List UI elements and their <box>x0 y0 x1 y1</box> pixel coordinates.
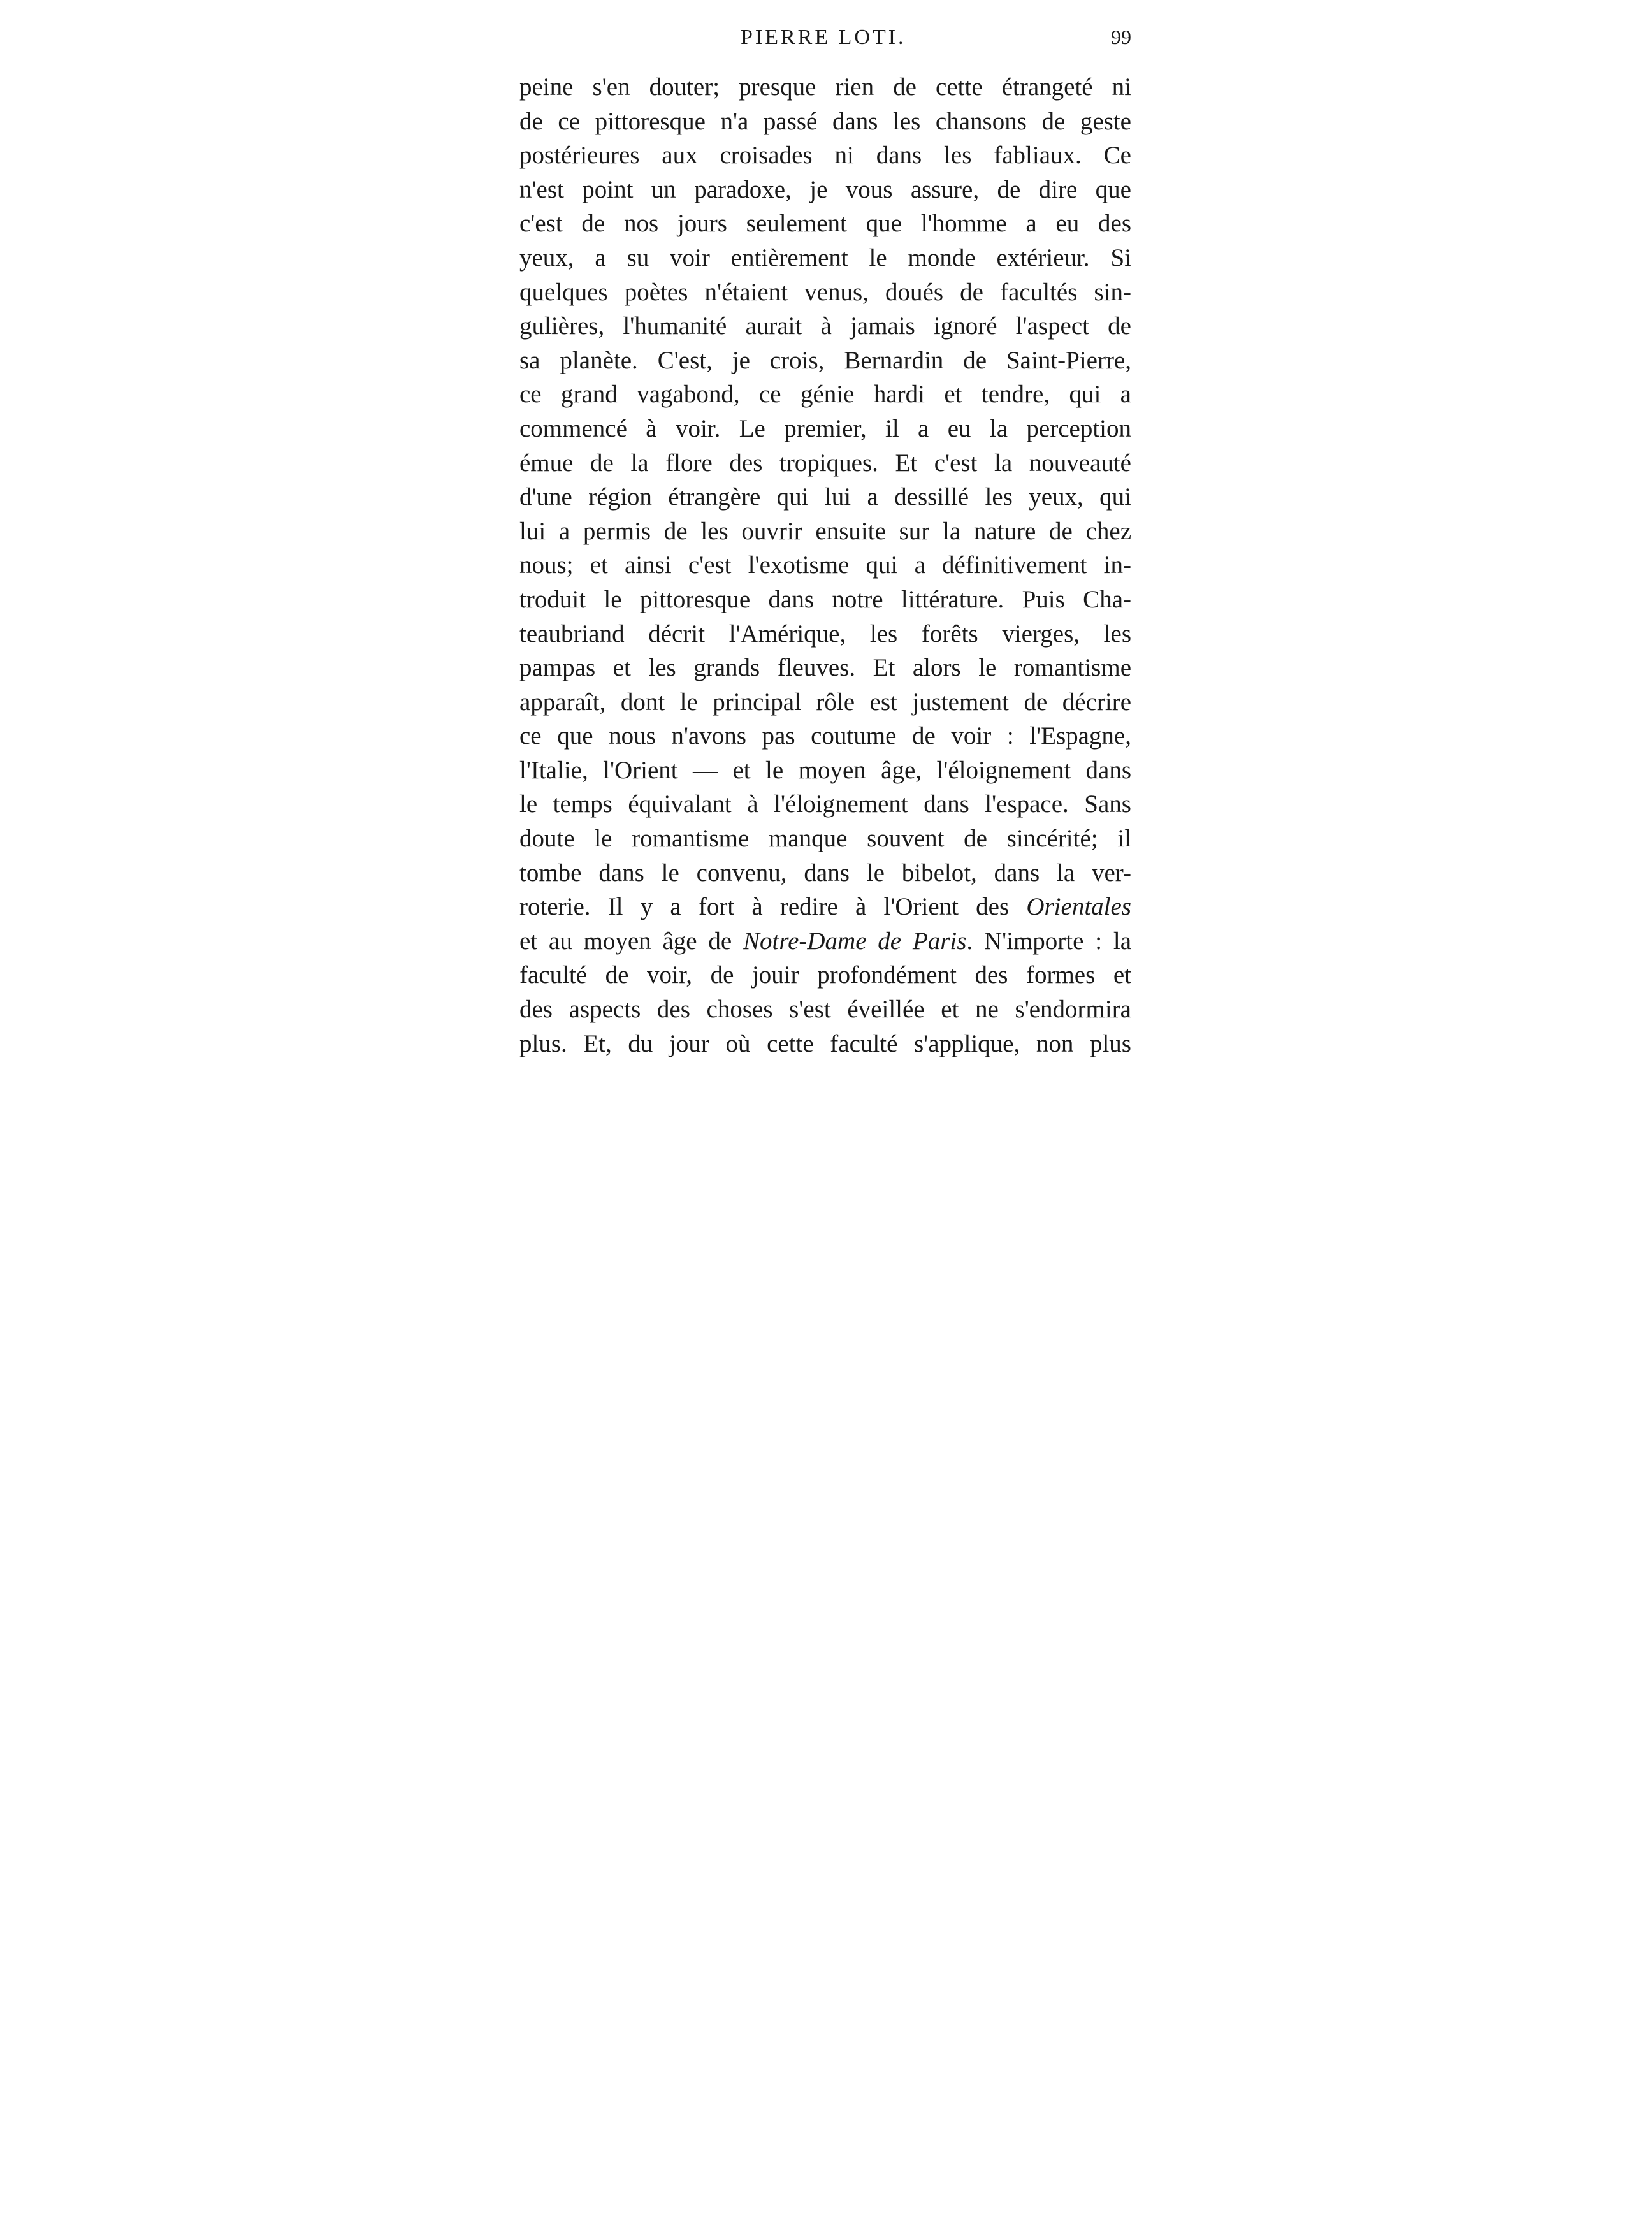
text-run: . N'importe : la <box>966 927 1131 955</box>
page-number: 99 <box>1111 25 1131 48</box>
text-line: doute le romantisme manque souvent de sincérité; il <box>519 825 1131 853</box>
text-line: des aspects des choses s'est éveillée et ne s'endormira <box>519 996 1131 1024</box>
text-line: l'Italie, l'Orient — et le moyen âge, l'éloignement dans <box>519 756 1131 784</box>
italic-title-orientales: Orientales <box>1026 893 1131 921</box>
text-line: peine s'en douter; presque rien de cette étrangeté ni <box>519 73 1131 101</box>
text-line: plus. Et, du jour où cette faculté s'applique, non plus <box>519 1029 1131 1057</box>
text-line: de ce pittoresque n'a passé dans les chansons de geste <box>519 107 1131 135</box>
text-line: troduit le pittoresque dans notre littérature. Puis Cha- <box>519 585 1131 613</box>
italic-title-notre-dame: Notre-Dame de Paris <box>743 927 967 955</box>
text-line: sa planète. C'est, je crois, Bernardin de Saint-Pierre, <box>519 346 1131 374</box>
running-title: PIERRE LOTI. <box>741 25 906 49</box>
text-line: pampas et les grands fleuves. Et alors le romantisme <box>519 654 1131 682</box>
text-line <box>519 890 1131 924</box>
text-line: n'est point un paradoxe, je vous assure, de dire que <box>519 175 1131 203</box>
text-line: postérieures aux croisades ni dans les fabliaux. Ce <box>519 142 1131 170</box>
text-line: lui a permis de les ouvrir ensuite sur la nature de chez <box>519 517 1131 545</box>
text-line: commencé à voir. Le premier, il a eu la perception <box>519 414 1131 442</box>
text-line: émue de la flore des tropiques. Et c'est la nouveauté <box>519 449 1131 477</box>
text-line: teaubriand décrit l'Amérique, les forêts vierges, les <box>519 620 1131 648</box>
text-line: d'une région étrangère qui lui a dessillé les yeux, qui <box>519 483 1131 511</box>
text-line <box>519 924 1131 959</box>
text-line: gulières, l'humanité aurait à jamais ignoré l'aspect de <box>519 312 1131 340</box>
running-head <box>519 25 1131 57</box>
text-line: apparaît, dont le principal rôle est justement de décrire <box>519 688 1131 716</box>
text-line: ce que nous n'avons pas coutume de voir : l'Espagne, <box>519 722 1131 750</box>
text-line: tombe dans le convenu, dans le bibelot, dans la ver- <box>519 859 1131 887</box>
text-line: yeux, a su voir entièrement le monde extérieur. Si <box>519 243 1131 272</box>
text-line: ce grand vagabond, ce génie hardi et tendre, qui a <box>519 381 1131 409</box>
text-line: nous; et ainsi c'est l'exotisme qui a définitivement in- <box>519 551 1131 579</box>
text-line: c'est de nos jours seulement que l'homme a eu des <box>519 210 1131 238</box>
body-text <box>519 70 1131 1061</box>
text-line: faculté de voir, de jouir profondément des formes et <box>519 961 1131 989</box>
text-line: le temps équivalant à l'éloignement dans l'espace. Sans <box>519 790 1131 818</box>
text-run: et au moyen âge de <box>519 927 743 955</box>
text-run: roterie. Il y a fort à redire à l'Orient des <box>519 893 1027 921</box>
text-line: quelques poètes n'étaient venus, doués de facultés sin- <box>519 278 1131 306</box>
